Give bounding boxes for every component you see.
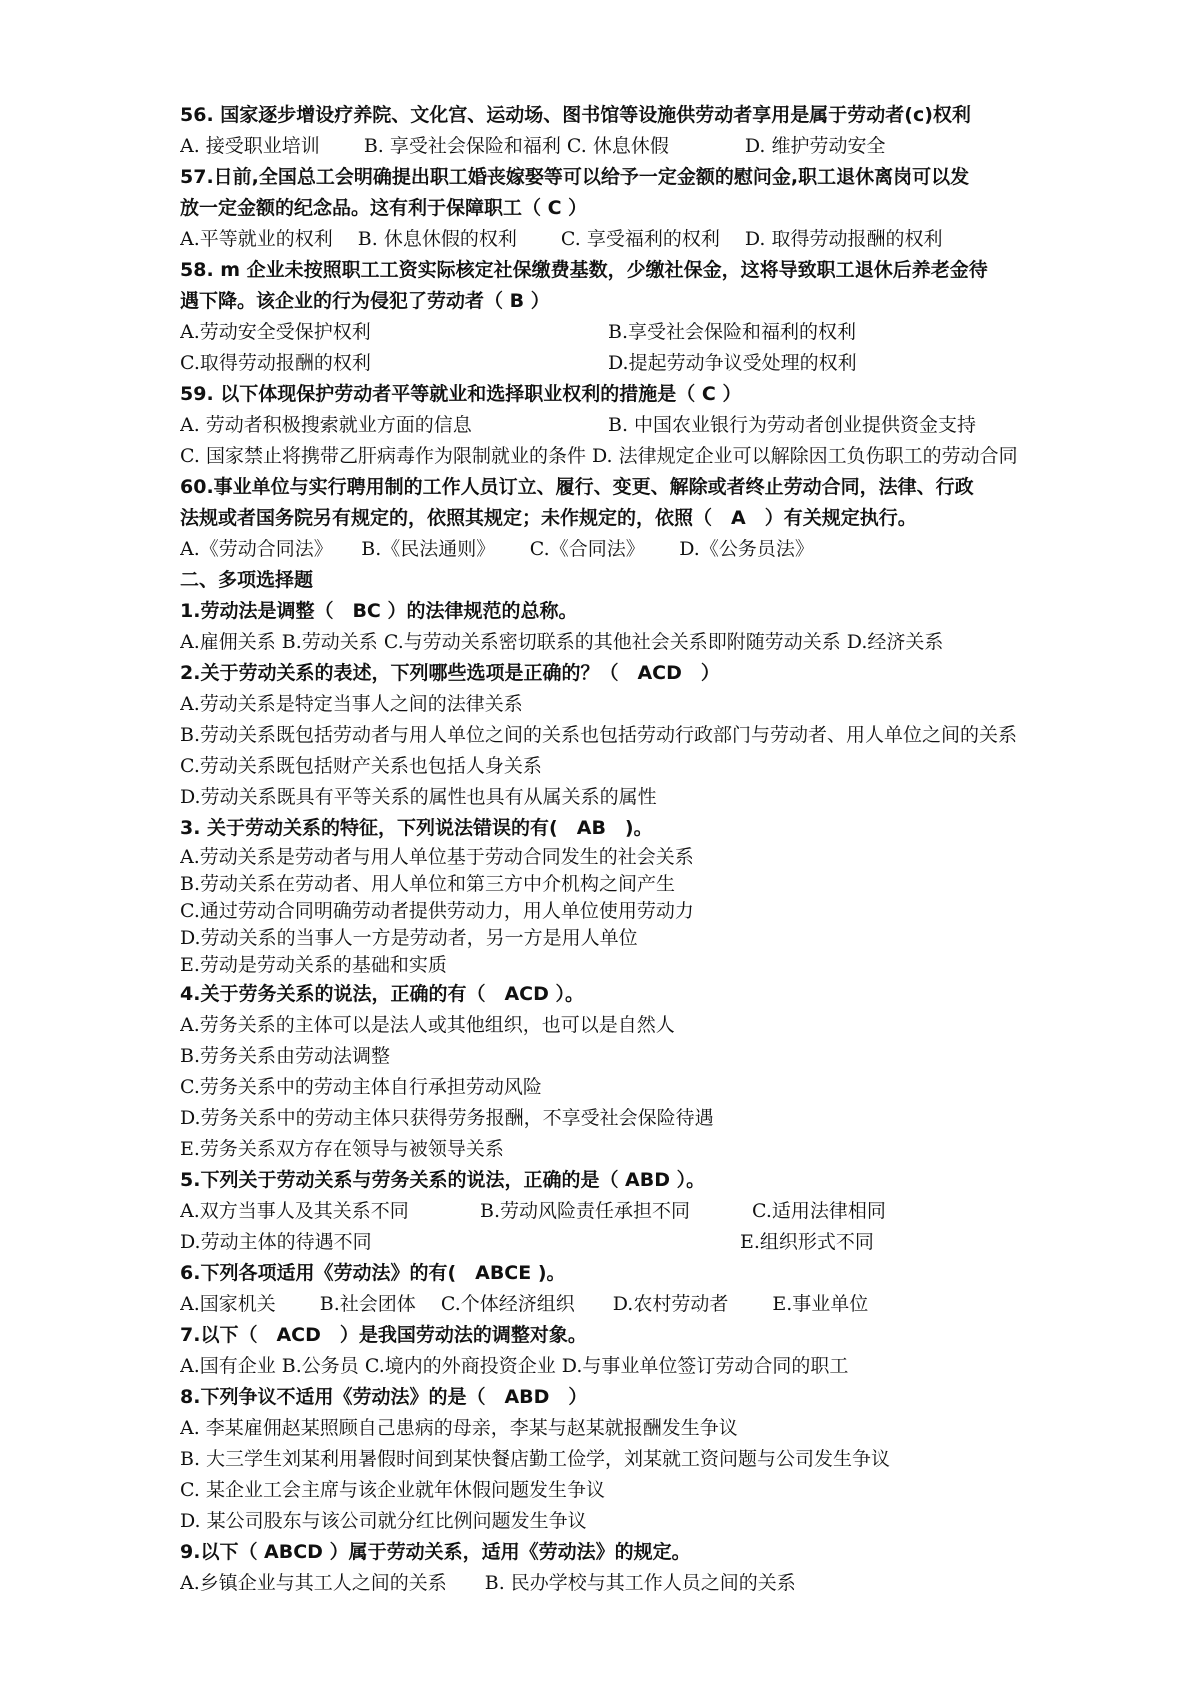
option-line: A.国家机关 B.社会团体 C.个体经济组织 D.农村劳动者 E.事业单位 (180, 1293, 869, 1315)
option-cell: C.取得劳动报酬的权利 (180, 352, 371, 374)
question-line: 5.下列关于劳动关系与劳务关系的说法，正确的是（ ABD ）。 (180, 1169, 706, 1191)
option-cell: E.组织形式不同 (740, 1231, 874, 1253)
option-cell: D.劳动主体的待遇不同 (180, 1231, 372, 1253)
option-line: D. 某公司股东与该公司就分红比例问题发生争议 (180, 1510, 587, 1532)
option-line: B.劳动关系在劳动者、用人单位和第三方中介机构之间产生 (180, 873, 676, 895)
option-line: A.劳动关系是劳动者与用人单位基于劳动合同发生的社会关系 (180, 846, 694, 868)
option-cell: B. 中国农业银行为劳动者创业提供资金支持 (608, 414, 977, 436)
question-line: 法规或者国务院另有规定的，依照其规定；未作规定的，依照（ A ）有关规定执行。 (180, 507, 917, 529)
question-line: 59. 以下体现保护劳动者平等就业和选择职业权利的措施是（ C ） (180, 383, 742, 405)
option-line: C. 某企业工会主席与该企业就年休假问题发生争议 (180, 1479, 605, 1501)
question-line: 遇下降。该企业的行为侵犯了劳动者（ B ） (180, 290, 550, 312)
question-line: 57.日前,全国总工会明确提出职工婚丧嫁娶等可以给予一定金额的慰问金,职工退休离岗可以发 (180, 166, 970, 188)
option-cell: A.双方当事人及其关系不同 (180, 1200, 409, 1222)
option-cell: B.劳动风险责任承担不同 (480, 1200, 691, 1222)
question-line: 放一定金额的纪念品。这有利于保障职工（ C ） (180, 197, 588, 219)
option-line: A. 接受职业培训 B. 享受社会保险和福利 C. 休息休假 D. 维护劳动安全 (180, 135, 886, 157)
option-row (180, 1196, 1080, 1227)
question-line: 58. m 企业未按照职工工资实际核定社保缴费基数，少缴社保金，这将导致职工退休后养老金待 (180, 259, 988, 281)
question-line: 二、多项选择题 (180, 569, 314, 591)
option-line: A.《劳动合同法》 B.《民法通则》 C.《合同法》 D.《公务员法》 (180, 538, 814, 560)
option-line: B. 大三学生刘某利用暑假时间到某快餐店勤工俭学，刘某就工资问题与公司发生争议 (180, 1448, 891, 1470)
question-line: 7.以下（ ACD ）是我国劳动法的调整对象。 (180, 1324, 587, 1346)
option-cell: D.提起劳动争议受处理的权利 (608, 352, 857, 374)
option-line: A.平等就业的权利 B. 休息休假的权利 C. 享受福利的权利 D. 取得劳动报酬的权利 (180, 228, 943, 250)
question-line: 56. 国家逐步增设疗养院、文化宫、运动场、图书馆等设施供劳动者享用是属于劳动者(c)权利 (180, 104, 971, 126)
option-line: A.雇佣关系 B.劳动关系 C.与劳动关系密切联系的其他社会关系即附随劳动关系 D.经济关系 (180, 631, 944, 653)
option-line: E.劳动是劳动关系的基础和实质 (180, 954, 447, 976)
option-line: A.劳务关系的主体可以是法人或其他组织，也可以是自然人 (180, 1014, 675, 1036)
option-row (180, 410, 1080, 441)
option-row (180, 1227, 1080, 1258)
option-cell: A.劳动安全受保护权利 (180, 321, 371, 343)
question-line: 3. 关于劳动关系的特征，下列说法错误的有( AB )。 (180, 817, 653, 839)
option-cell: A. 劳动者积极搜索就业方面的信息 (180, 414, 472, 436)
option-line: A. 李某雇佣赵某照顾自己患病的母亲，李某与赵某就报酬发生争议 (180, 1417, 738, 1439)
option-line: B.劳务关系由劳动法调整 (180, 1045, 391, 1067)
question-line: 8.下列争议不适用《劳动法》的是（ ABD ） (180, 1386, 588, 1408)
document-page (180, 100, 1080, 1599)
question-line: 1.劳动法是调整（ BC ）的法律规范的总称。 (180, 600, 578, 622)
option-row (180, 317, 1080, 348)
option-cell: C.适用法律相同 (752, 1200, 886, 1222)
option-line: C.劳务关系中的劳动主体自行承担劳动风险 (180, 1076, 542, 1098)
question-line: 2.关于劳动关系的表述，下列哪些选项是正确的？（ ACD ） (180, 662, 720, 684)
option-line: D.劳动关系的当事人一方是劳动者，另一方是用人单位 (180, 927, 638, 949)
option-line: C. 国家禁止将携带乙肝病毒作为限制就业的条件 D. 法律规定企业可以解除因工负伤职工的劳动合同 (180, 445, 1018, 467)
option-line: C.劳动关系既包括财产关系也包括人身关系 (180, 755, 542, 777)
option-line: C.通过劳动合同明确劳动者提供劳动力，用人单位使用劳动力 (180, 900, 694, 922)
option-line: E.劳务关系双方存在领导与被领导关系 (180, 1138, 504, 1160)
option-line: A.劳动关系是特定当事人之间的法律关系 (180, 693, 523, 715)
option-cell: B.享受社会保险和福利的权利 (608, 321, 857, 343)
question-line: 4.关于劳务关系的说法，正确的有（ ACD ）。 (180, 983, 584, 1005)
option-row (180, 348, 1080, 379)
question-line: 6.下列各项适用《劳动法》的有( ABCE )。 (180, 1262, 566, 1284)
option-line: B.劳动关系既包括劳动者与用人单位之间的关系也包括劳动行政部门与劳动者、用人单位之间的关系 (180, 724, 1018, 746)
question-line: 9.以下（ ABCD ）属于劳动关系，适用《劳动法》的规定。 (180, 1541, 691, 1563)
option-line: D.劳务关系中的劳动主体只获得劳务报酬，不享受社会保险待遇 (180, 1107, 714, 1129)
option-line: A.乡镇企业与其工人之间的关系 B. 民办学校与其工作人员之间的关系 (180, 1572, 796, 1594)
option-line: A.国有企业 B.公务员 C.境内的外商投资企业 D.与事业单位签订劳动合同的职工 (180, 1355, 849, 1377)
question-line: 60.事业单位与实行聘用制的工作人员订立、履行、变更、解除或者终止劳动合同，法律、行政 (180, 476, 974, 498)
option-line: D.劳动关系既具有平等关系的属性也具有从属关系的属性 (180, 786, 657, 808)
